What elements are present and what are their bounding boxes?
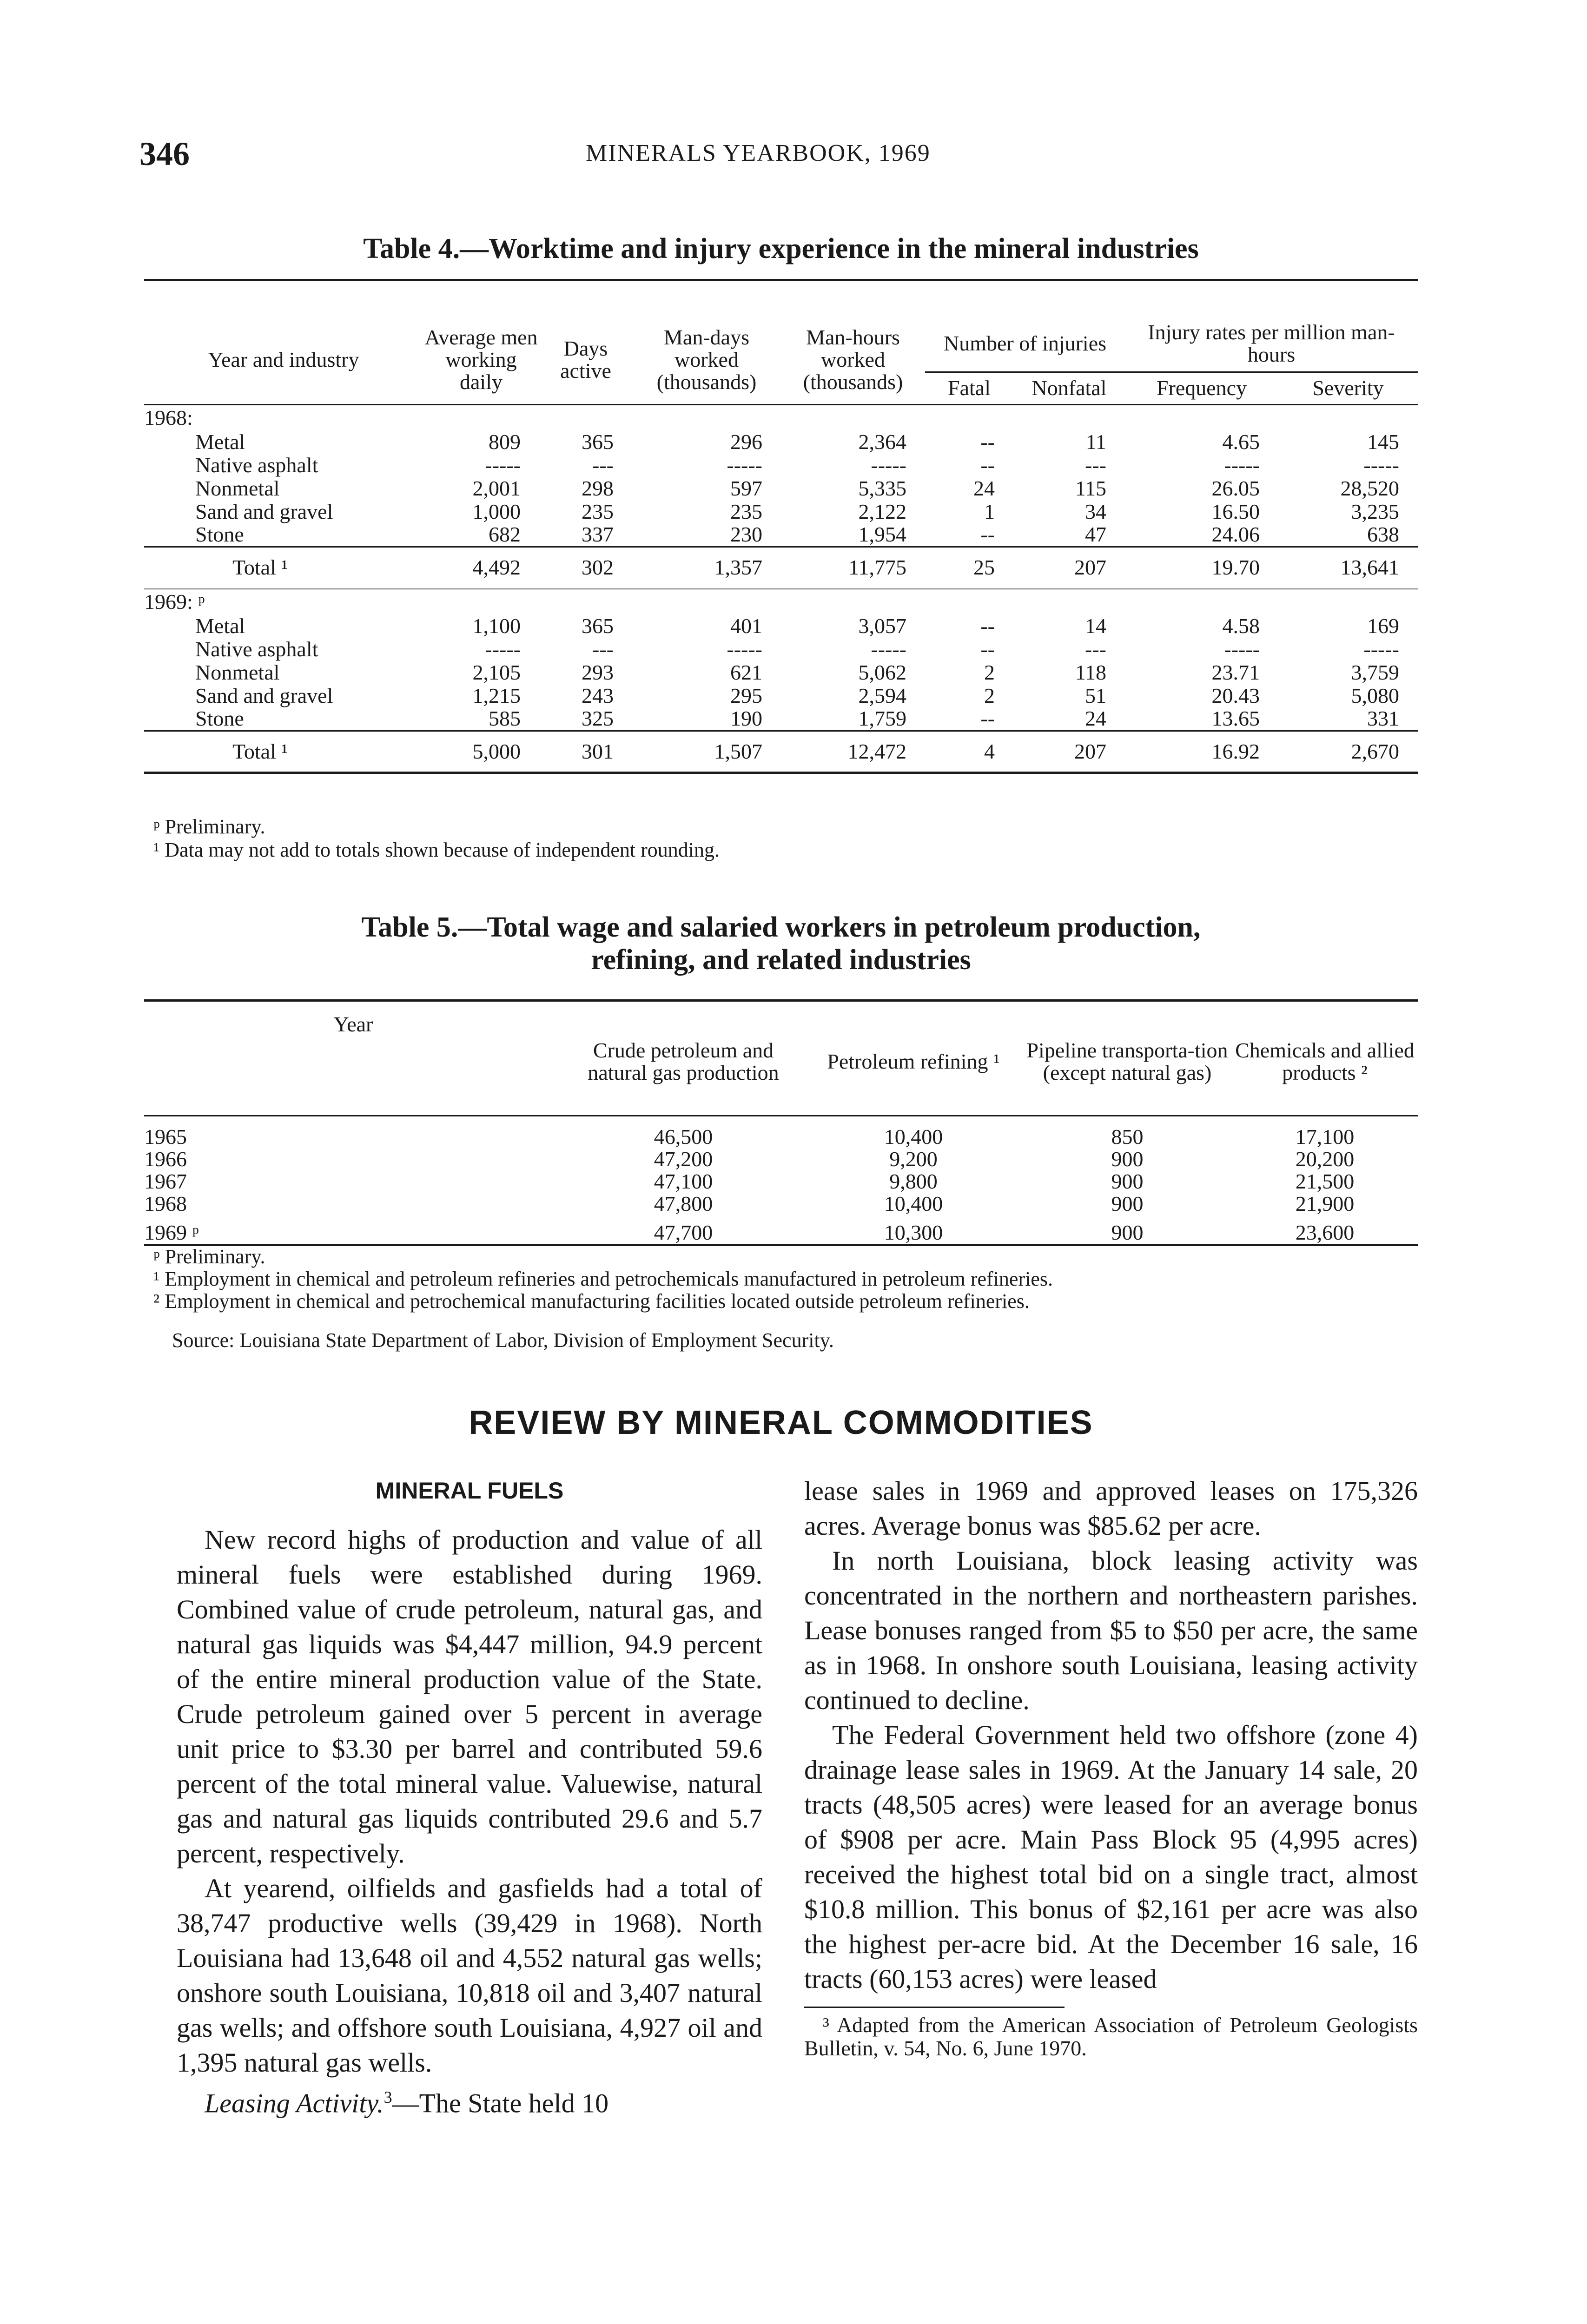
- t4-cell-freq: 4.58: [1222, 614, 1260, 638]
- t4-total-mdays: 1,507: [714, 739, 762, 763]
- table-row: [144, 477, 1418, 500]
- t4-total-days: 302: [582, 555, 614, 579]
- t5-cell-chem: 17,100: [1295, 1125, 1355, 1149]
- t4-total-avg: 5,000: [472, 739, 521, 763]
- t5-cell-pipeline: 900: [1111, 1169, 1144, 1193]
- t5-row-year: 1969 ᵖ: [144, 1220, 199, 1244]
- left-column: [177, 1473, 762, 2120]
- t5-cell-crude: 47,100: [654, 1169, 713, 1193]
- t4-total-nonfatal: 207: [1074, 555, 1106, 579]
- t4-cell-nonfatal: 118: [1075, 660, 1106, 684]
- t4-group-row: [144, 404, 1418, 430]
- t4-cell-fatal: --: [980, 430, 995, 454]
- t4-total-mdays: 1,357: [714, 555, 762, 579]
- t4-cell-freq: 26.05: [1211, 476, 1260, 500]
- t4-h-rates: Injury rates per million man-hours: [1125, 316, 1418, 372]
- table-row: [144, 707, 1418, 731]
- t5-cell-pipeline: 900: [1111, 1192, 1144, 1215]
- t4-cell-nonfatal: ---: [1085, 453, 1106, 477]
- t4-cell-freq: 23.71: [1211, 660, 1260, 684]
- t4-cell-nonfatal: 47: [1085, 522, 1106, 547]
- t5-h-pipeline: Pipeline transporta-tion (except natural gas): [1026, 1038, 1228, 1085]
- t4-cell-mdays: 621: [730, 660, 762, 684]
- t4-cell-sev: 3,759: [1351, 660, 1399, 684]
- t5-cell-pipeline: 900: [1111, 1220, 1144, 1244]
- t4-cell-sev: 28,520: [1340, 476, 1399, 500]
- t4-total-fatal: 4: [984, 739, 995, 763]
- t4-total-mhours: 11,775: [848, 555, 906, 579]
- t4-row-name: Sand and gravel: [195, 684, 333, 707]
- t5-cell-crude: 47,700: [654, 1220, 713, 1244]
- t4-total-sev: 2,670: [1351, 739, 1399, 763]
- t4-cell-mdays: 401: [730, 614, 762, 638]
- t4-note-1: ᵖ Preliminary.: [153, 815, 265, 838]
- t5-cell-pipeline: 850: [1111, 1125, 1144, 1149]
- t4-cell-fatal: --: [980, 706, 995, 731]
- t4-cell-mdays: -----: [727, 453, 762, 477]
- t4-cell-fatal: --: [980, 637, 995, 661]
- page-number: 346: [139, 135, 190, 172]
- t4-row-name: Native asphalt: [195, 637, 318, 661]
- t4-cell-mdays: 190: [730, 706, 762, 731]
- t4-cell-days: 293: [582, 660, 614, 684]
- t5-h-year: Year: [333, 1012, 373, 1036]
- t5-row-year: 1967: [144, 1169, 187, 1193]
- t4-cell-mdays: 230: [730, 522, 762, 547]
- t4-cell-nonfatal: 24: [1085, 706, 1106, 731]
- t4-h-man-hours: Man-hours worked (thousands): [803, 325, 903, 394]
- running-head: MINERALS YEARBOOK, 1969: [586, 140, 931, 166]
- t4-cell-fatal: 2: [984, 684, 995, 707]
- t4-row-name: Native asphalt: [195, 453, 318, 477]
- t5-note-1: ᵖ Preliminary.: [153, 1245, 265, 1268]
- left-paragraph-1: New record highs of production and value of all mineral fuels were established during 1969. Combined value of crude petroleum, natural gas, and natural gas liquids was $4,447 million, 94.9 percent of the entire mineral production value of the State. Crude petroleum gained over 5 percent in average unit price to $3.30 per barrel and contributed 59.6 percent of the total mineral value. Valuewise, natural gas and natural gas liquids contributed 29.6 and 5.7 percent, respectively.: [177, 1525, 762, 1868]
- t4-cell-fatal: 24: [973, 476, 995, 500]
- footnote-3: ³ Adapted from the American Association of Petroleum Geologists Bulletin, v. 54, No. 6, June 1970.: [804, 2013, 1418, 2060]
- t4-cell-freq: -----: [1224, 453, 1260, 477]
- t4-cell-mhours: 1,759: [858, 706, 906, 731]
- table5-title-line2: refining, and related industries: [591, 944, 971, 976]
- t5-cell-crude: 47,800: [654, 1192, 713, 1215]
- t5-cell-pipeline: 900: [1111, 1147, 1144, 1171]
- table-row: [144, 1170, 1418, 1193]
- t5-cell-crude: 47,200: [654, 1147, 713, 1171]
- table-row: [144, 454, 1418, 477]
- t5-cell-refining: 10,300: [884, 1220, 943, 1244]
- t4-cell-mhours: 2,122: [858, 500, 906, 523]
- t4-cell-avg: 2,001: [472, 476, 521, 500]
- right-column: [804, 1473, 1418, 2060]
- t4-total-sev: 13,641: [1340, 555, 1399, 579]
- table-row: [144, 430, 1418, 454]
- t4-row-name: Stone: [195, 522, 244, 547]
- t4-row-name: Nonmetal: [195, 660, 280, 684]
- t4-cell-mdays: 296: [730, 430, 762, 454]
- table5-top-rule: [144, 999, 1418, 1002]
- right-paragraph-2: In north Louisiana, block leasing activity was concentrated in the northern and northeastern parishes. Lease bonuses ranged from $5 to $50 per acre, the same as in 1968. In onshore south Louisiana, leasing activity continued to decline.: [804, 1545, 1418, 1715]
- t4-total-nonfatal: 207: [1074, 739, 1106, 763]
- t4-cell-fatal: 2: [984, 660, 995, 684]
- t4-cell-mdays: -----: [727, 637, 762, 661]
- t4-cell-mhours: 5,335: [858, 476, 906, 500]
- subhead-mineral-fuels: MINERAL FUELS: [375, 1478, 564, 1504]
- table-row: [144, 614, 1418, 638]
- t4-cell-sev: 145: [1367, 430, 1399, 454]
- t4-cell-sev: -----: [1363, 637, 1399, 661]
- right-paragraph-3: The Federal Government held two offshore (zone 4) drainage lease sales in 1969. At the January 14 sale, 20 tracts (48,505 acres) were leased for an average bonus of $908 per acre. Main Pass Block 95 (4,995 acres) received the highest total bid on a single tract, almost $10.8 million. This bonus of $2,161 per acre was also the highest per-acre bid. At the December 16 sale, 16 tracts (60,153 acres) were leased: [804, 1720, 1418, 1994]
- t5-row-year: 1966: [144, 1147, 187, 1171]
- t4-cell-nonfatal: 34: [1085, 500, 1106, 523]
- table5-title-line1: Table 5.—Total wage and salaried workers in petroleum production,: [361, 911, 1201, 943]
- t5-h-refining: Petroleum refining ¹: [827, 1050, 1000, 1074]
- t4-total-days: 301: [582, 739, 614, 763]
- t5-cell-refining: 9,200: [889, 1147, 938, 1171]
- t5-h-chemicals: Chemicals and allied products ²: [1235, 1038, 1415, 1085]
- t4-group-label: 1968:: [144, 405, 193, 429]
- t4-cell-nonfatal: 14: [1085, 614, 1106, 638]
- t4-cell-avg: 1,000: [472, 500, 521, 523]
- t4-cell-avg: 682: [489, 522, 521, 547]
- t5-row-year: 1968: [144, 1192, 187, 1215]
- t4-total-row: [144, 547, 1418, 588]
- t4-cell-avg: 2,105: [472, 660, 521, 684]
- t5-row-year: 1965: [144, 1125, 187, 1149]
- t4-total-label: Total ¹: [232, 555, 288, 579]
- table-row: [144, 638, 1418, 661]
- t4-cell-fatal: --: [980, 522, 995, 547]
- t4-h-severity: Severity: [1312, 376, 1384, 400]
- t4-h-fatal: Fatal: [948, 376, 991, 400]
- t5-cell-refining: 10,400: [884, 1125, 943, 1149]
- t4-cell-freq: 13.65: [1211, 706, 1260, 731]
- t4-h-year-industry: Year and industry: [208, 348, 359, 372]
- left-paragraph-2: At yearend, oilfields and gasfields had a total of 38,747 productive wells (39,429 in 1968). North Louisiana had 13,648 oil and 4,552 natural gas wells; onshore south Louisiana, 10,818 oil and 3,407 natural gas wells; and offshore south Louisiana, 4,927 oil and 1,395 natural gas wells.: [177, 1873, 762, 2078]
- t4-cell-mhours: 2,594: [858, 684, 906, 707]
- table-row: [144, 523, 1418, 547]
- t4-cell-sev: 169: [1367, 614, 1399, 638]
- t4-cell-mhours: 1,954: [858, 522, 906, 547]
- table-row: [144, 500, 1418, 523]
- t4-cell-sev: 638: [1367, 522, 1399, 547]
- table5: [144, 1009, 1418, 1246]
- t4-cell-nonfatal: ---: [1085, 637, 1106, 661]
- leasing-activity-text: —The State held 10: [392, 2088, 609, 2119]
- right-paragraph-1: lease sales in 1969 and approved leases on 175,326 acres. Average bonus was $85.62 per acre.: [804, 1476, 1418, 1541]
- t4-cell-mdays: 295: [730, 684, 762, 707]
- t4-cell-nonfatal: 115: [1075, 476, 1106, 500]
- t5-cell-refining: 10,400: [884, 1192, 943, 1215]
- table-row: [144, 1148, 1418, 1170]
- leasing-activity-heading: Leasing Activity.: [205, 2088, 384, 2119]
- t4-cell-mhours: 5,062: [858, 660, 906, 684]
- t4-h-frequency: Frequency: [1156, 376, 1247, 400]
- t4-cell-avg: 1,215: [472, 684, 521, 707]
- t5-note-3: ² Employment in chemical and petrochemical manufacturing facilities located outside petroleum refineries.: [153, 1290, 1030, 1313]
- t4-cell-mdays: 235: [730, 500, 762, 523]
- t4-cell-avg: -----: [485, 453, 521, 477]
- t4-note-2: ¹ Data may not add to totals shown because of independent rounding.: [153, 838, 720, 861]
- t4-cell-days: 298: [582, 476, 614, 500]
- t4-row-name: Stone: [195, 706, 244, 731]
- t4-cell-freq: 20.43: [1211, 684, 1260, 707]
- t4-h-days: Days active: [560, 337, 611, 383]
- t5-cell-chem: 21,500: [1295, 1169, 1355, 1193]
- t4-total-mhours: 12,472: [847, 739, 906, 763]
- t4-cell-avg: 809: [489, 430, 521, 454]
- t4-cell-mdays: 597: [730, 476, 762, 500]
- t4-cell-days: 243: [582, 684, 614, 707]
- section-title: REVIEW BY MINERAL COMMODITIES: [469, 1404, 1093, 1441]
- t4-h-man-days: Man-days worked (thousands): [656, 325, 757, 394]
- t4-cell-avg: 585: [489, 706, 521, 731]
- t4-cell-days: 235: [582, 500, 614, 523]
- t5-h-crude: Crude petroleum and natural gas production: [588, 1038, 779, 1085]
- t4-total-freq: 16.92: [1211, 739, 1260, 763]
- t4-cell-avg: -----: [485, 637, 521, 661]
- t4-total-row: [144, 731, 1418, 772]
- table-row: [144, 1215, 1418, 1245]
- t5-cell-crude: 46,500: [654, 1125, 713, 1149]
- t4-cell-freq: 24.06: [1211, 522, 1260, 547]
- t4-group-label: 1969: ᵖ: [144, 589, 205, 614]
- t4-row-name: Metal: [195, 614, 245, 638]
- t4-total-label: Total ¹: [232, 739, 288, 763]
- table-row: [144, 661, 1418, 684]
- left-paragraph-3: [177, 2080, 762, 2120]
- t4-cell-nonfatal: 11: [1085, 430, 1106, 454]
- t5-cell-chem: 20,200: [1295, 1147, 1355, 1171]
- table4-title: Table 4.—Worktime and injury experience in the mineral industries: [363, 233, 1199, 264]
- t4-cell-days: 337: [582, 522, 614, 547]
- t4-cell-freq: 16.50: [1211, 500, 1260, 523]
- t4-cell-sev: 5,080: [1351, 684, 1399, 707]
- t4-cell-days: 365: [582, 614, 614, 638]
- t4-total-freq: 19.70: [1211, 555, 1260, 579]
- t4-cell-fatal: --: [980, 453, 995, 477]
- t5-note-2: ¹ Employment in chemical and petroleum refineries and petrochemicals manufactured in petroleum refineries.: [153, 1268, 1053, 1290]
- t4-cell-mhours: 2,364: [858, 430, 906, 454]
- t5-cell-chem: 21,900: [1295, 1192, 1355, 1215]
- t4-cell-days: 365: [582, 430, 614, 454]
- t4-cell-days: ---: [592, 637, 614, 661]
- table4: [144, 316, 1418, 774]
- t4-cell-freq: 4.65: [1222, 430, 1260, 454]
- t4-cell-sev: 331: [1367, 706, 1399, 731]
- t4-row-name: Nonmetal: [195, 476, 280, 500]
- table-row: [144, 684, 1418, 707]
- t4-cell-fatal: --: [980, 614, 995, 638]
- t4-cell-avg: 1,100: [472, 614, 521, 638]
- t4-h-avg-men: Average men working daily: [424, 325, 538, 394]
- t5-cell-chem: 23,600: [1295, 1220, 1355, 1244]
- t4-cell-mhours: 3,057: [858, 614, 906, 638]
- t4-h-injuries: Number of injuries: [925, 316, 1125, 372]
- table-row: [144, 1116, 1418, 1148]
- t4-cell-fatal: 1: [984, 500, 995, 523]
- t5-cell-refining: 9,800: [889, 1169, 938, 1193]
- t4-cell-days: 325: [582, 706, 614, 731]
- table4-top-rule: [144, 279, 1418, 281]
- t4-h-nonfatal: Nonfatal: [1032, 376, 1107, 400]
- t4-cell-freq: -----: [1224, 637, 1260, 661]
- t4-cell-days: ---: [592, 453, 614, 477]
- t4-total-avg: 4,492: [472, 555, 521, 579]
- t4-cell-mhours: -----: [871, 637, 906, 661]
- t4-cell-sev: -----: [1363, 453, 1399, 477]
- t4-row-name: Metal: [195, 430, 245, 454]
- table-row: [144, 1193, 1418, 1215]
- t4-row-name: Sand and gravel: [195, 500, 333, 523]
- t5-source: Source: Louisiana State Department of Labor, Division of Employment Security.: [172, 1329, 834, 1352]
- t4-group-row: [144, 588, 1418, 614]
- footnote-rule: [804, 2007, 1065, 2008]
- t4-cell-nonfatal: 51: [1085, 684, 1106, 707]
- footnote-ref-3: 3: [384, 2088, 392, 2106]
- t4-total-fatal: 25: [973, 555, 995, 579]
- t4-cell-sev: 3,235: [1351, 500, 1399, 523]
- t4-cell-mhours: -----: [871, 453, 906, 477]
